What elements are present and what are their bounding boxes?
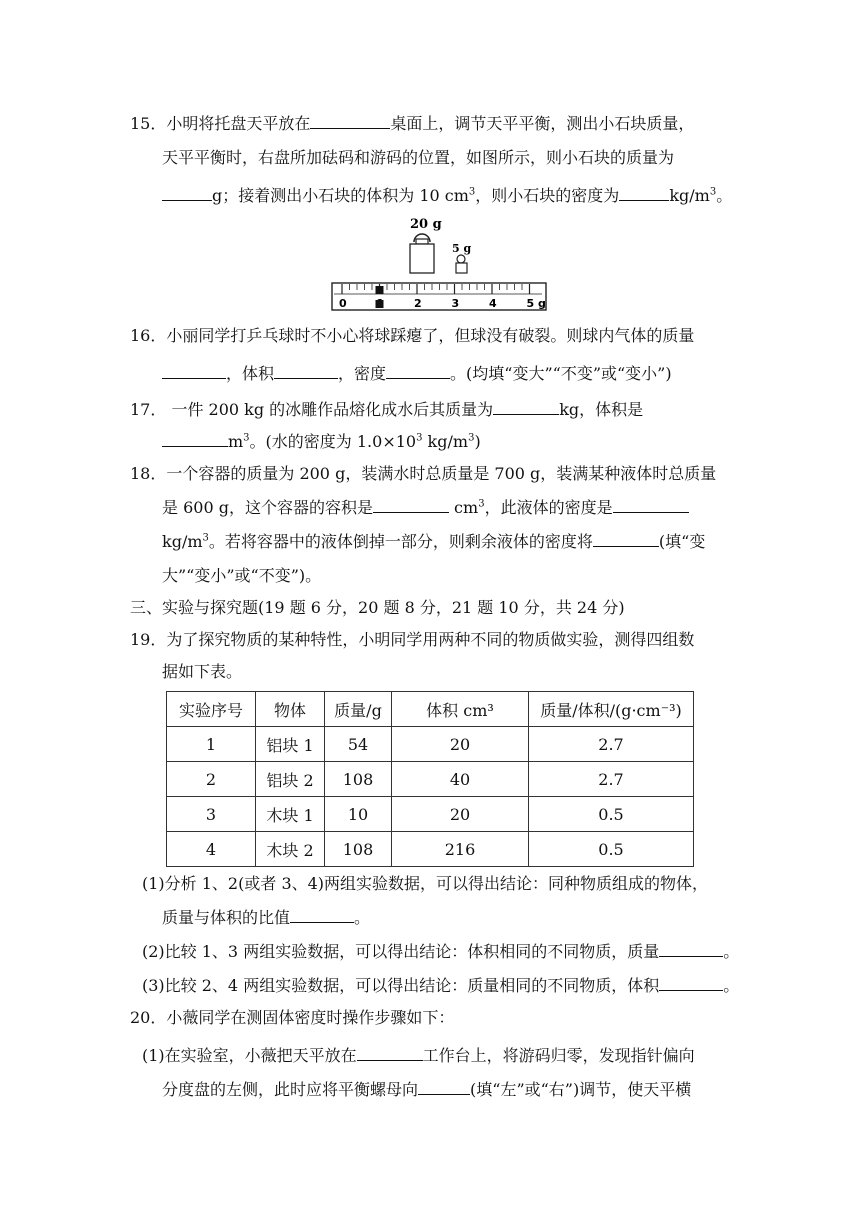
scale-tick-label: 5 g	[526, 297, 546, 310]
table-row	[167, 727, 694, 762]
q17-line-2: $m^3$。(水的密度为 $1.0\times 10^3$ $kg/m^3$)	[162, 430, 481, 452]
weight-20g-neck	[416, 239, 428, 244]
q15-line-2: 天平平衡时，右盘所加砝码和游码的位置，如图所示，则小石块的质量为	[162, 148, 675, 167]
table-row	[167, 832, 694, 867]
answer-blank[interactable]	[373, 496, 449, 513]
q19-part-3: (3)比较 2、4 两组实验数据，可以得出结论：质量相同的不同物质，体积 。	[142, 976, 740, 995]
answer-blank[interactable]	[162, 362, 226, 379]
q18-line-2: 是 600 g，这个容器的容积是 $cm^3$，此液体的密度是	[162, 496, 689, 518]
table-header: 质量/g	[325, 692, 392, 727]
q16-line-2: ，体积 ，密度 。(均填“变大”“不变”或“变小”)	[162, 362, 672, 384]
q15-line-3: g；接着测出小石块的体积为 10 $cm^3$，则小石块的密度为 $kg/m^3$。	[162, 184, 732, 206]
table-cell: 2	[167, 762, 256, 797]
table-cell: 108	[325, 762, 392, 797]
answer-blank[interactable]	[386, 362, 450, 379]
table-cell: 木块 2	[256, 832, 325, 867]
weight-5g-block	[456, 263, 467, 273]
q20-part-1-line-1: (1)在实验室，小薇把天平放在 工作台上，将游码归零，发现指针偏向	[142, 1046, 695, 1065]
scale-tick-label: 3	[451, 297, 460, 310]
weight-5g-label: 5 g	[452, 242, 472, 255]
table-cell: 2.7	[529, 727, 694, 762]
table-cell: 4	[167, 832, 256, 867]
answer-blank[interactable]	[357, 1044, 423, 1061]
table-cell: 铝块 2	[256, 762, 325, 797]
q16-line-1: 16．小丽同学打乒乓球时不小心将球踩瘪了，但球没有破裂。则球内气体的质量	[130, 326, 695, 345]
q17-line-1: 17． 一件 200 kg 的冰雕作品熔化成水后其质量为 kg，体积是	[130, 400, 644, 419]
q19-part-1-line-2: 质量与体积的比值 。	[162, 908, 371, 927]
table-header: 质量/体积/(g·cm⁻³)	[529, 692, 694, 727]
scale-tick-label: 2	[414, 297, 422, 310]
q20-line-1: 20．小薇同学在测固体密度时操作步骤如下：	[130, 1008, 455, 1027]
table-cell: 54	[325, 727, 392, 762]
q18-line-3: $kg/m^3$。若将容器中的液体倒掉一部分，则剩余液体的密度将 (填“变	[162, 532, 706, 551]
balance-weights-figure	[330, 210, 550, 314]
table-cell: 铝块 1	[256, 727, 325, 762]
table-cell: 木块 1	[256, 797, 325, 832]
rider-marker-top	[376, 286, 384, 294]
answer-blank[interactable]	[162, 430, 228, 447]
table-cell: 3	[167, 797, 256, 832]
table-cell: 10	[325, 797, 392, 832]
q15-line-1: 15．小明将托盘天平放在 桌面上，调节天平平衡，测出小石块质量，	[130, 114, 695, 133]
table-cell: 0.5	[529, 797, 694, 832]
answer-blank[interactable]	[659, 974, 723, 991]
q19-part-2: (2)比较 1、3 两组实验数据，可以得出结论：体积相同的不同物质，质量 。	[142, 942, 740, 961]
answer-blank[interactable]	[613, 496, 689, 513]
q19-line-2: 据如下表。	[162, 662, 243, 681]
answer-blank[interactable]	[418, 1078, 470, 1095]
answer-blank[interactable]	[274, 362, 338, 379]
weight-20g-block	[410, 244, 434, 273]
rider-marker-bottom	[376, 300, 384, 308]
answer-blank[interactable]	[310, 112, 390, 129]
table-header: 体积 cm³	[392, 692, 529, 727]
table-cell: 2.7	[529, 762, 694, 797]
table-cell: 40	[392, 762, 529, 797]
table-row	[167, 762, 694, 797]
table-cell: 216	[392, 832, 529, 867]
answer-blank[interactable]	[593, 530, 659, 547]
answer-blank[interactable]	[162, 184, 212, 201]
table-row	[167, 797, 694, 832]
section-3-heading: 三、实验与探究题(19 题 6 分，20 题 8 分，21 题 10 分，共 24 分)	[130, 598, 625, 617]
answer-blank[interactable]	[290, 906, 354, 923]
table-cell: 1	[167, 727, 256, 762]
q18-line-4: 大”“变小”或“不变”)。	[162, 566, 322, 585]
q18-line-1: 18．一个容器的质量为 200 g，装满水时总质量是 700 g，装满某种液体时总质量	[130, 464, 717, 483]
table-cell: 20	[392, 797, 529, 832]
answer-blank[interactable]	[619, 184, 669, 201]
answer-blank[interactable]	[493, 398, 559, 415]
q19-part-1-line-1: (1)分析 1、2(或者 3、4)两组实验数据，可以得出结论：同种物质组成的物体，	[142, 874, 709, 893]
answer-blank[interactable]	[659, 940, 723, 957]
weight-20g-label: 20 g	[410, 217, 442, 232]
table-header: 物体	[256, 692, 325, 727]
experiment-data-table	[166, 691, 694, 867]
table-cell: 108	[325, 832, 392, 867]
q19-line-1: 19．为了探究物质的某种特性，小明同学用两种不同的物质做实验，测得四组数	[130, 630, 695, 649]
weight-5g-knob-icon	[457, 255, 465, 263]
table-cell: 20	[392, 727, 529, 762]
table-header-row	[167, 692, 694, 727]
scale-tick-label: 4	[489, 297, 497, 310]
table-cell: 0.5	[529, 832, 694, 867]
q20-part-1-line-2: 分度盘的左侧，此时应将平衡螺母向 (填“左”或“右”)调节，使天平横	[162, 1080, 692, 1099]
table-header: 实验序号	[167, 692, 256, 727]
scale-tick-label: 0	[339, 297, 347, 310]
